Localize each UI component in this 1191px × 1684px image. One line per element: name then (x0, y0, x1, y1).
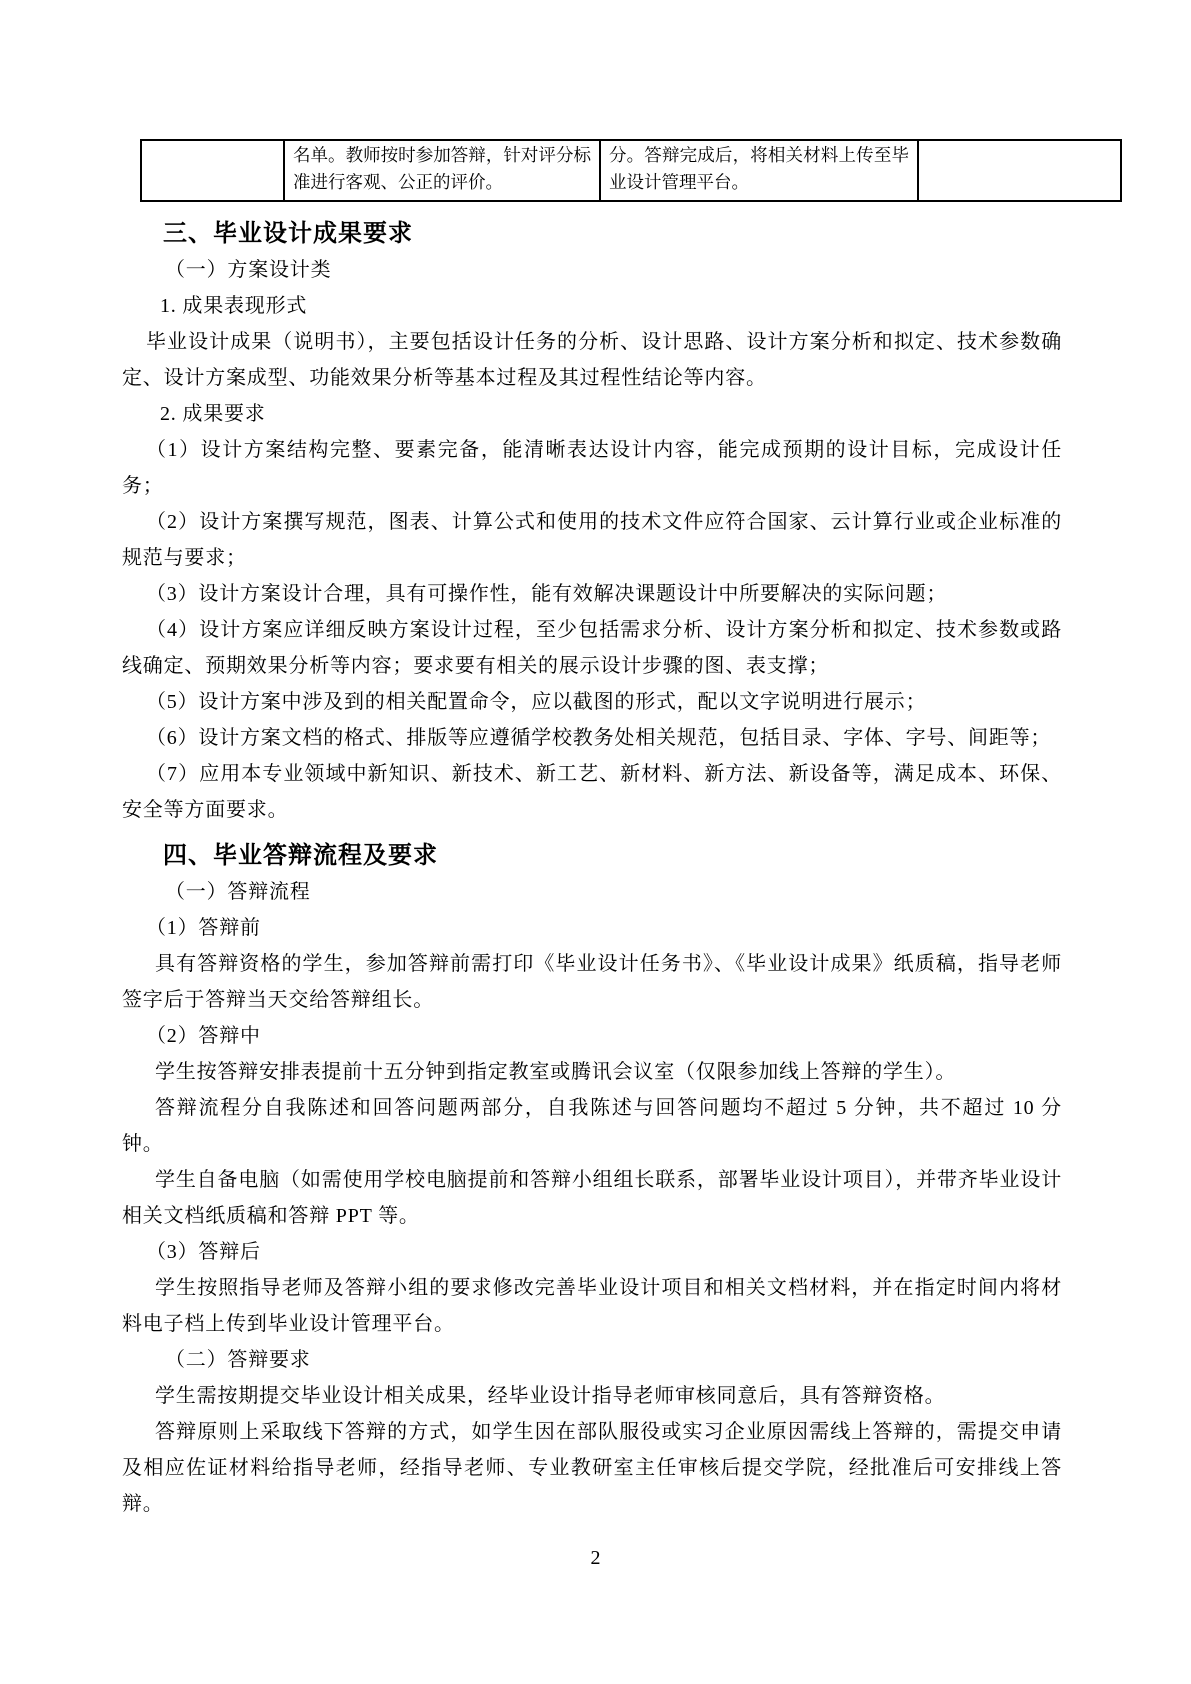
section-3-req7: （7）应用本专业领域中新知识、新技术、新工艺、新材料、新方法、新设备等，满足成本、环保、安全等方面要求。 (122, 763, 1062, 821)
section-3-req6: （6）设计方案文档的格式、排版等应遵循学校教务处相关规范，包括目录、字体、字号、间距等； (146, 727, 1052, 749)
section-3-heading: 三、毕业设计成果要求 (163, 220, 413, 247)
section-4-req-para1: 学生需按期提交毕业设计相关成果，经毕业设计指导老师审核同意后，具有答辩资格。 (155, 1385, 946, 1407)
section-4-step2-title: （2）答辩中 (146, 1025, 261, 1047)
section-4-sub2: （二）答辩要求 (165, 1349, 311, 1371)
section-4-step2-para3: 学生自备电脑（如需使用学校电脑提前和答辩小组组长联系，部署毕业设计项目），并带齐毕业设计相关文档纸质稿和答辩 PPT 等。 (122, 1169, 1062, 1227)
section-4-heading: 四、毕业答辩流程及要求 (163, 842, 438, 869)
table-cell-upload-materials: 分。答辩完成后，将相关材料上传至毕业设计管理平台。 (600, 140, 918, 201)
table-cell-empty-right (918, 140, 1121, 201)
section-4-sub1: （一）答辩流程 (165, 881, 311, 903)
section-3-item1: 1. 成果表现形式 (160, 295, 308, 317)
section-3-sub1: （一）方案设计类 (165, 259, 332, 281)
table-cell-teacher-evaluation: 名单。教师按时参加答辩，针对评分标准进行客观、公正的评价。 (284, 140, 600, 201)
section-3-req2: （2）设计方案撰写规范，图表、计算公式和使用的技术文件应符合国家、云计算行业或企业标准的规范与要求； (122, 511, 1062, 569)
section-4-step1-title: （1）答辩前 (146, 917, 261, 939)
section-4-step2-para2: 答辩流程分自我陈述和回答问题两部分，自我陈述与回答问题均不超过 5 分钟，共不超过 10 分钟。 (122, 1097, 1062, 1155)
section-4-step1-para: 具有答辩资格的学生，参加答辩前需打印《毕业设计任务书》、《毕业设计成果》纸质稿，指导老师签字后于答辩当天交给答辩组长。 (122, 953, 1062, 1011)
continuation-table (140, 139, 1122, 202)
page-number: 2 (590, 1547, 601, 1569)
section-4-step2-para1: 学生按答辩安排表提前十五分钟到指定教室或腾讯会议室（仅限参加线上答辩的学生）。 (155, 1061, 957, 1083)
section-3-para1: 毕业设计成果（说明书），主要包括设计任务的分析、设计思路、设计方案分析和拟定、技术参数确定、设计方案成型、功能效果分析等基本过程及其过程性结论等内容。 (122, 331, 1062, 389)
section-3-req5: （5）设计方案中涉及到的相关配置命令，应以截图的形式，配以文字说明进行展示； (146, 691, 927, 713)
document-body (122, 216, 1062, 1522)
table-row (141, 140, 1121, 201)
section-4-step3-para: 学生按照指导老师及答辩小组的要求修改完善毕业设计项目和相关文档材料，并在指定时间内将材料电子档上传到毕业设计管理平台。 (122, 1277, 1062, 1335)
section-3-req4: （4）设计方案应详细反映方案设计过程，至少包括需求分析、设计方案分析和拟定、技术参数或路线确定、预期效果分析等内容；要求要有相关的展示设计步骤的图、表支撑； (122, 619, 1062, 677)
section-3-req3: （3）设计方案设计合理，具有可操作性，能有效解决课题设计中所要解决的实际问题； (146, 583, 948, 605)
table-cell-empty-left (141, 140, 284, 201)
section-3-req1: （1）设计方案结构完整、要素完备，能清晰表达设计内容，能完成预期的设计目标，完成设计任务； (122, 439, 1062, 497)
section-3-item2: 2. 成果要求 (160, 403, 266, 425)
section-4-step3-title: （3）答辩后 (146, 1241, 261, 1263)
section-4-req-para2: 答辩原则上采取线下答辩的方式，如学生因在部队服役或实习企业原因需线上答辩的，需提交申请及相应佐证材料给指导老师，经指导老师、专业教研室主任审核后提交学院，经批准后可安排线上答辩。 (122, 1421, 1062, 1515)
